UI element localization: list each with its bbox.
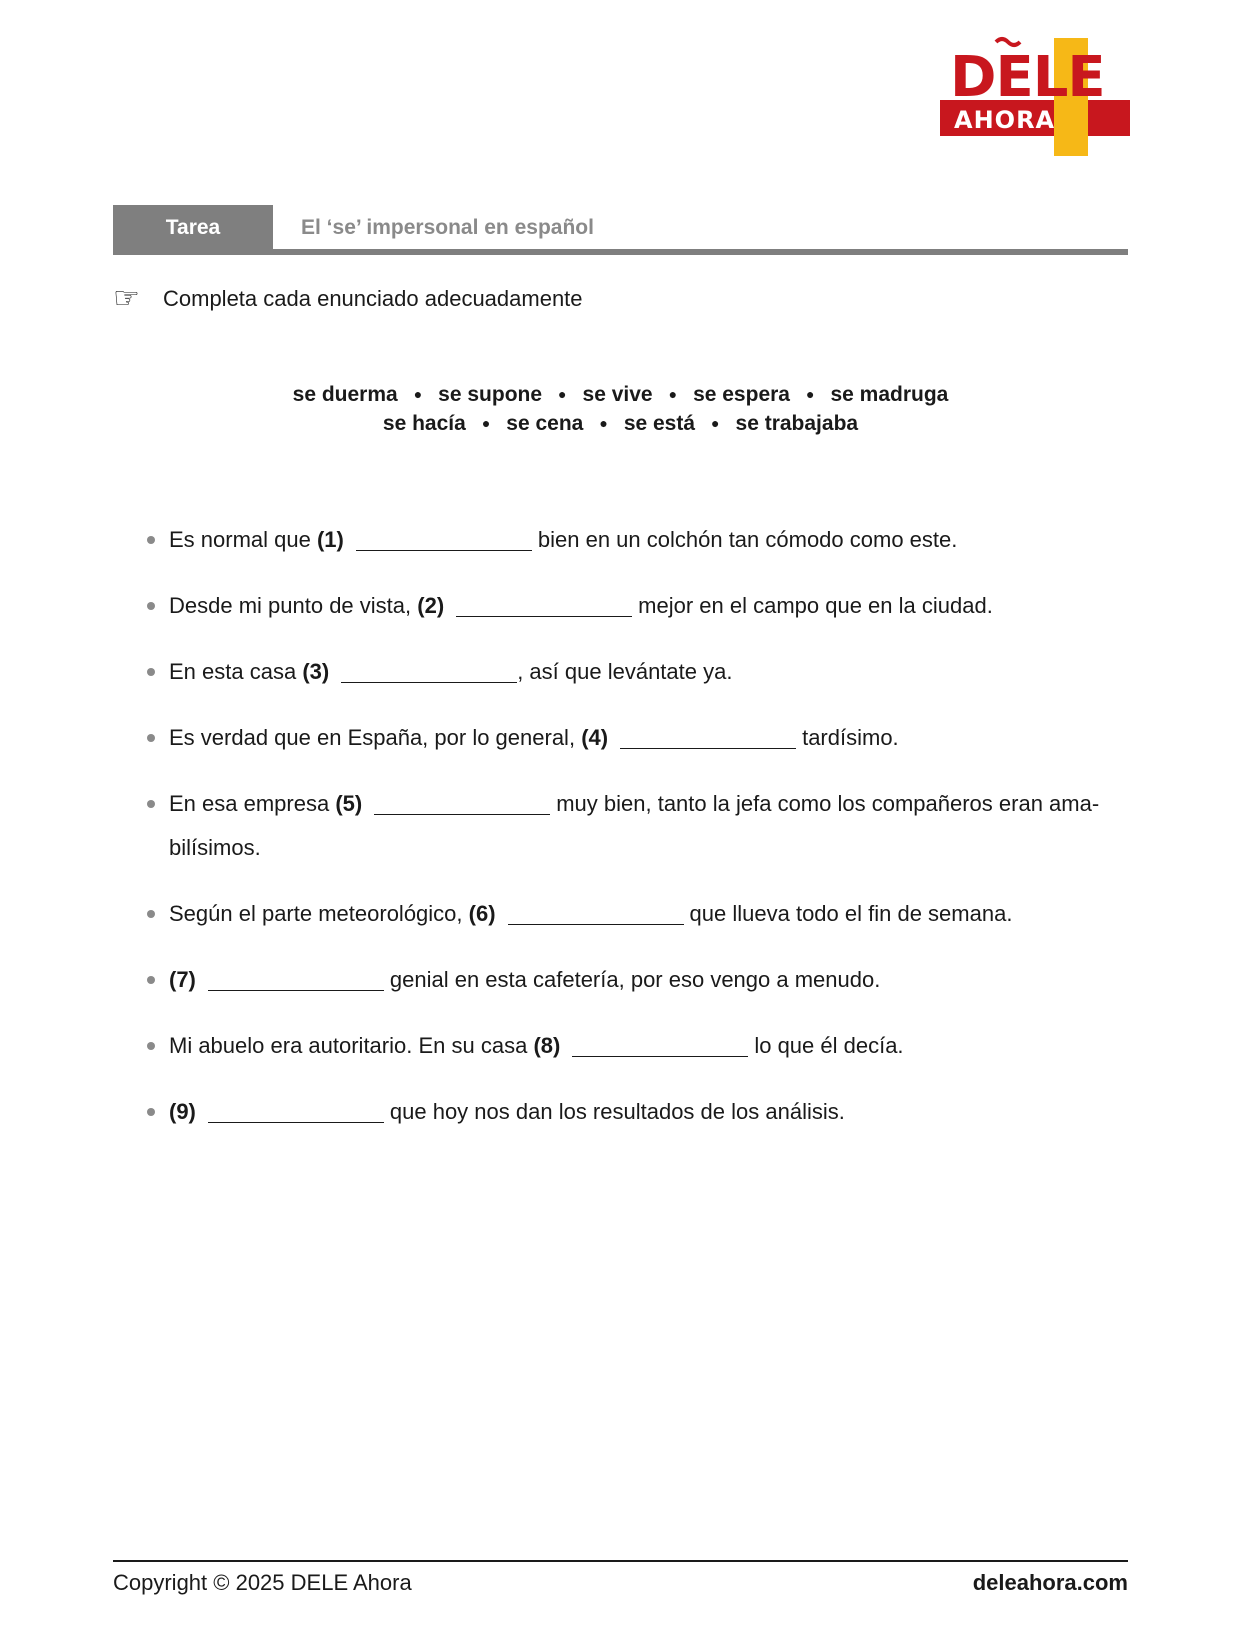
item-number: (2) [417, 593, 445, 618]
bullet-separator: ● [413, 386, 423, 402]
bullet-separator: ● [711, 415, 720, 431]
exercise-item-7 [145, 958, 1130, 1002]
task-header [113, 205, 1128, 255]
pointing-hand-icon: ☞ [113, 281, 140, 316]
exercise-item-1 [145, 518, 1130, 562]
item-text-before: Mi abuelo era autoritario. En su casa [169, 1033, 528, 1058]
bullet-separator: ● [599, 415, 608, 431]
item-number: (5) [335, 791, 363, 816]
item-number: (7) [169, 967, 196, 992]
item-number: (6) [468, 901, 496, 926]
bullet-separator: ● [481, 415, 491, 431]
answer-blank[interactable] [572, 1055, 748, 1057]
instruction [113, 283, 583, 315]
word-bank [113, 380, 1128, 438]
item-text-before: Según el parte meteorológico, [169, 901, 463, 926]
item-text-after: que llueva todo el fin de semana. [689, 901, 1013, 926]
item-text-after: genial en esta cafetería, por eso vengo a menudo. [389, 967, 881, 992]
item-number: (3) [302, 659, 330, 684]
word-bank-item: se supone [438, 383, 543, 406]
item-text-after: , así que levántate ya. [517, 659, 733, 684]
exercise-item-2 [145, 584, 1130, 628]
exercise-item-8 [145, 1024, 1130, 1068]
bullet-separator: ● [558, 386, 567, 402]
logo-graphic [940, 32, 1130, 157]
item-text-before: En esa empresa [169, 791, 330, 816]
item-text-before: En esta casa [169, 659, 297, 684]
item-text-before: Desde mi punto de vista, [169, 593, 412, 618]
bullet-separator: ● [668, 386, 678, 402]
item-text-after: muy bien, tanto la jefa como los compañeros eran ama-bilísimos. [169, 791, 1100, 860]
task-header-rule [113, 249, 1128, 255]
item-text-after: mejor en el campo que en la ciudad. [638, 593, 993, 618]
bullet-separator: ● [805, 386, 815, 402]
item-number: (1) [316, 527, 344, 552]
word-bank-row-1 [113, 380, 1128, 409]
task-title: El ‘se’ impersonal en español [301, 216, 594, 239]
item-number: (9) [169, 1099, 196, 1124]
exercise-item-3 [145, 650, 1130, 694]
answer-blank[interactable] [356, 549, 532, 551]
word-bank-item: se hacía [382, 412, 466, 435]
exercise-item-9 [145, 1090, 1130, 1134]
footer-copyright: Copyright © 2025 DELE Ahora [113, 1570, 412, 1595]
exercise-item-4 [145, 716, 1130, 760]
word-bank-item: se está [623, 412, 696, 435]
logo-dele-text: DELE [950, 45, 1105, 110]
word-bank-row-2 [113, 409, 1128, 438]
exercise-item-5 [145, 782, 1130, 870]
item-number: (8) [533, 1033, 561, 1058]
answer-blank[interactable] [508, 923, 684, 925]
item-number: (4) [581, 725, 609, 750]
footer-rule [113, 1560, 1128, 1562]
footer-site-link[interactable]: deleahora.com [972, 1570, 1128, 1595]
answer-blank[interactable] [208, 1121, 384, 1123]
answer-blank[interactable] [208, 989, 384, 991]
item-text-before: Es normal que [169, 527, 311, 552]
item-text-after: bien en un colchón tan cómodo como este. [537, 527, 958, 552]
answer-blank[interactable] [456, 615, 632, 617]
answer-blank[interactable] [620, 747, 796, 749]
task-label: Tarea [113, 205, 273, 250]
item-text-after: lo que él decía. [754, 1033, 904, 1058]
item-text-after: tardísimo. [802, 725, 899, 750]
item-text-after: que hoy nos dan los resultados de los análisis. [389, 1099, 845, 1124]
exercise-item-6 [145, 892, 1130, 936]
item-text-before: Es verdad que en España, por lo general, [169, 725, 576, 750]
word-bank-item: se espera [693, 383, 790, 406]
word-bank-item: se cena [506, 412, 584, 435]
dele-ahora-logo [940, 32, 1130, 157]
answer-blank[interactable] [374, 813, 550, 815]
exercise-list [145, 518, 1130, 1156]
word-bank-item: se trabajaba [735, 412, 859, 435]
word-bank-item: se duerma [292, 383, 398, 406]
answer-blank[interactable] [341, 681, 517, 683]
instruction-text: Completa cada enunciado adecuadamente [163, 286, 583, 311]
word-bank-item: se madruga [830, 383, 949, 406]
word-bank-item: se vive [582, 383, 653, 406]
logo-ahora-text: AHORA [954, 106, 1056, 134]
